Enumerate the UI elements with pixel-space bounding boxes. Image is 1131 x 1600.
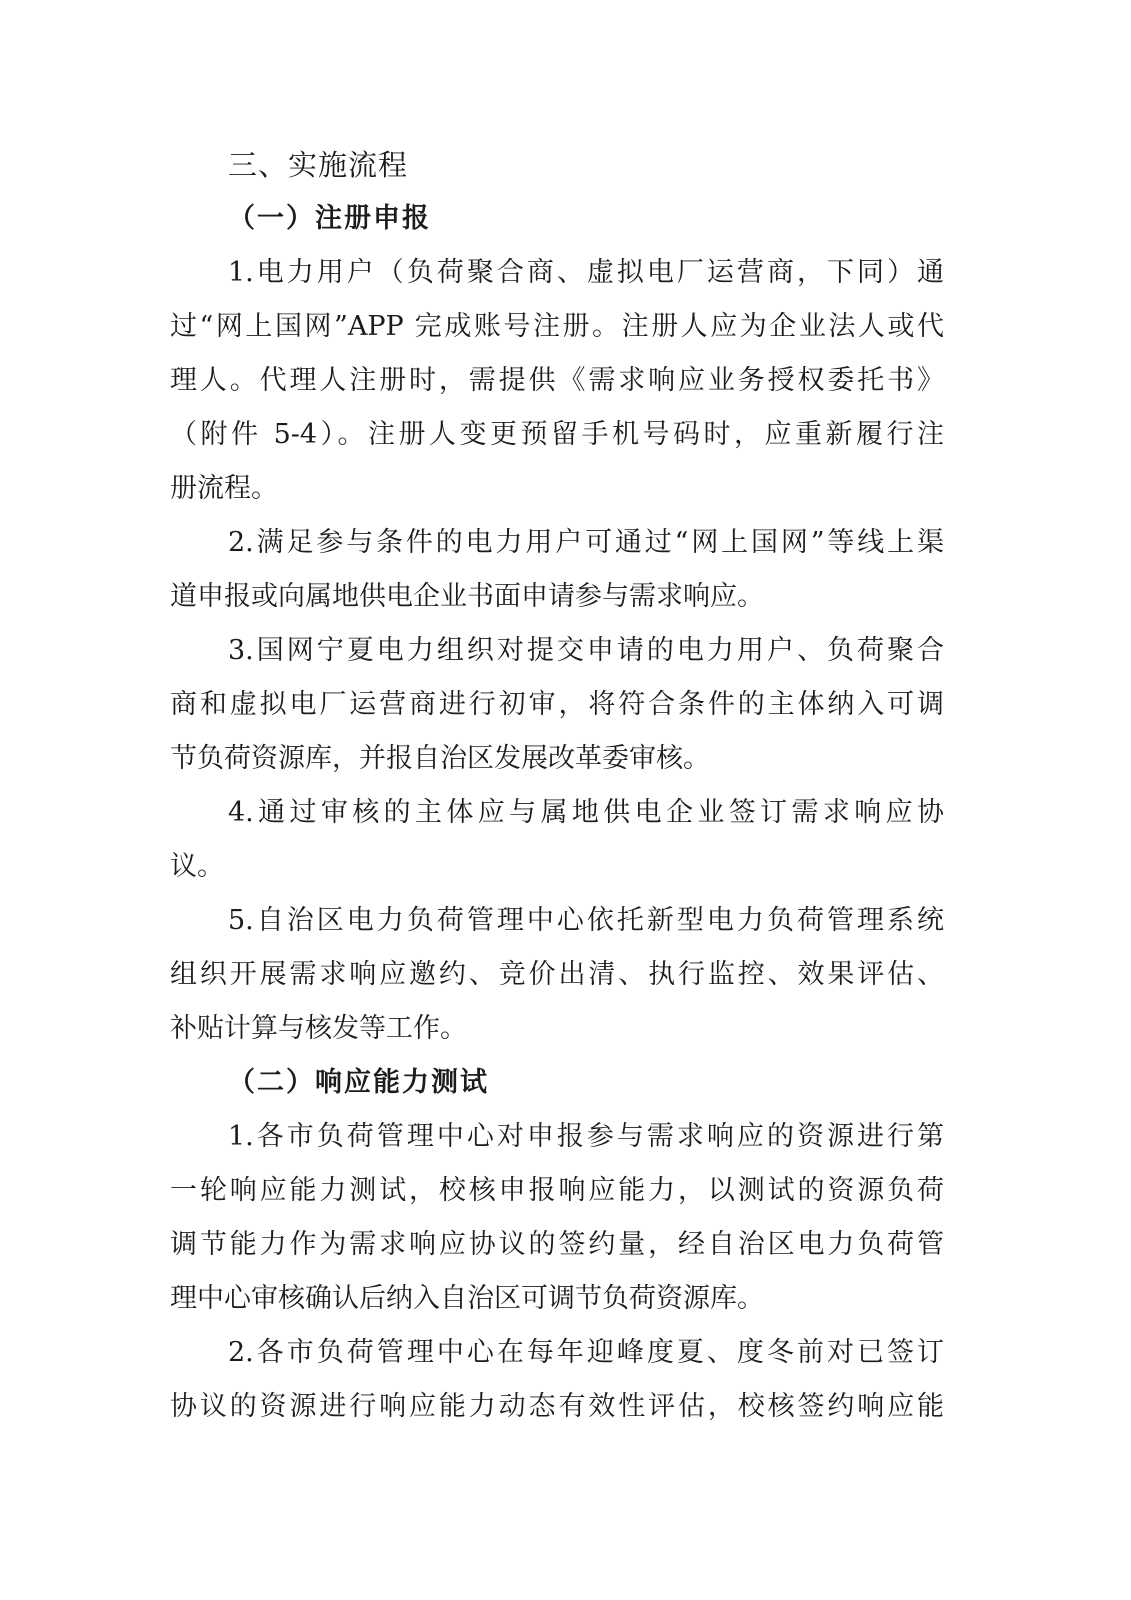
paragraph-line: 5.自治区电力负荷管理中心依托新型电力负荷管理系统 bbox=[228, 905, 944, 936]
paragraph-line: 调节能力作为需求响应协议的签约量，经自治区电力负荷管 bbox=[170, 1229, 944, 1260]
paragraph-line: 3.国网宁夏电力组织对提交申请的电力用户、负荷聚合 bbox=[228, 635, 944, 666]
paragraph-line: 理中心审核确认后纳入自治区可调节负荷资源库。 bbox=[170, 1283, 764, 1314]
paragraph-line: 4.通过审核的主体应与属地供电企业签订需求响应协 bbox=[228, 797, 944, 828]
paragraph-line: 协议的资源进行响应能力动态有效性评估，校核签约响应能 bbox=[170, 1391, 944, 1422]
subsection-heading-registration: （一）注册申报 bbox=[228, 203, 431, 234]
document-body bbox=[170, 138, 944, 1434]
section-heading: 三、实施流程 bbox=[228, 148, 409, 182]
paragraph-line: 理人。代理人注册时，需提供《需求响应业务授权委托书》 bbox=[170, 365, 944, 396]
paragraph-line: 节负荷资源库，并报自治区发展改革委审核。 bbox=[170, 743, 710, 774]
paragraph-line: 过“网上国网”APP 完成账号注册。注册人应为企业法人或代 bbox=[170, 311, 944, 342]
paragraph-line: （附件 5-4）。注册人变更预留手机号码时，应重新履行注 bbox=[170, 419, 944, 450]
paragraph-line: 议。 bbox=[170, 851, 224, 882]
paragraph-line: 1.各市负荷管理中心对申报参与需求响应的资源进行第 bbox=[228, 1121, 944, 1152]
paragraph-line: 商和虚拟电厂运营商进行初审，将符合条件的主体纳入可调 bbox=[170, 689, 944, 720]
subsection-heading-capability-test: （二）响应能力测试 bbox=[228, 1067, 489, 1098]
paragraph-line: 2.各市负荷管理中心在每年迎峰度夏、度冬前对已签订 bbox=[228, 1337, 944, 1368]
paragraph-line: 册流程。 bbox=[170, 473, 278, 504]
paragraph-line: 1.电力用户（负荷聚合商、虚拟电厂运营商，下同）通 bbox=[228, 257, 944, 288]
paragraph-line: 组织开展需求响应邀约、竞价出清、执行监控、效果评估、 bbox=[170, 959, 944, 990]
paragraph-line: 道申报或向属地供电企业书面申请参与需求响应。 bbox=[170, 581, 764, 612]
paragraph-line: 2.满足参与条件的电力用户可通过“网上国网”等线上渠 bbox=[228, 527, 944, 558]
paragraph-line: 一轮响应能力测试，校核申报响应能力，以测试的资源负荷 bbox=[170, 1175, 944, 1206]
paragraph-line: 补贴计算与核发等工作。 bbox=[170, 1013, 467, 1044]
